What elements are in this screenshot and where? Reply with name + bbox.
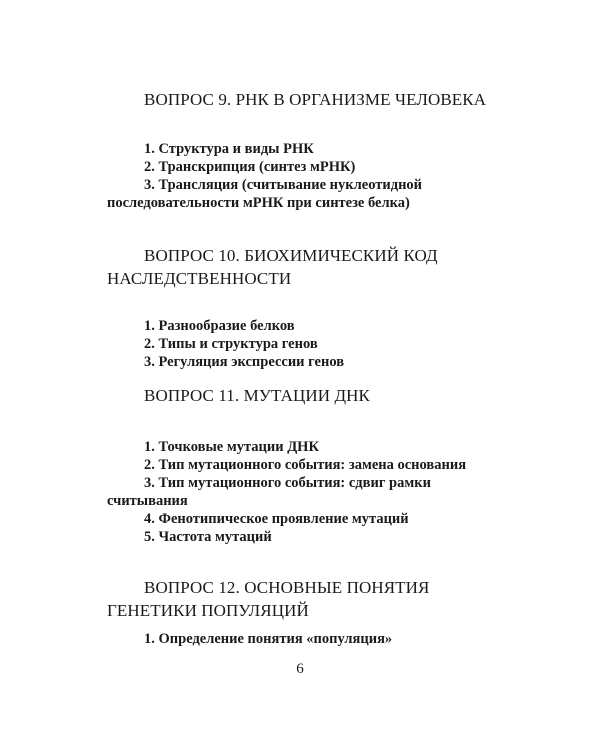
list-item: 2. Тип мутационного события: замена основания	[144, 457, 467, 473]
section-title-10: ВОПРОС 10. БИОХИМИЧЕСКИЙ КОД НАСЛЕДСТВЕННОСТИ	[107, 246, 438, 288]
list-item: 3. Регуляция экспрессии генов	[144, 354, 345, 370]
section-title-12: ВОПРОС 12. ОСНОВНЫЕ ПОНЯТИЯ ГЕНЕТИКИ ПОПУЛЯЦИЙ	[107, 578, 430, 620]
list-item: 4. Фенотипическое проявление мутаций	[144, 511, 409, 527]
section-title-9: ВОПРОС 9. РНК В ОРГАНИЗМЕ ЧЕЛОВЕКА	[144, 90, 487, 109]
list-item: 2. Транскрипция (синтез мРНК)	[144, 159, 356, 175]
list-item: 5. Частота мутаций	[144, 529, 272, 545]
list-item: 3. Тип мутационного события: сдвиг рамки считывания	[107, 475, 431, 509]
list-item: 2. Типы и структура генов	[144, 336, 318, 352]
section-title-11: ВОПРОС 11. МУТАЦИИ ДНК	[144, 386, 370, 405]
list-item: 1. Точковые мутации ДНК	[144, 439, 319, 455]
list-item: 3. Трансляция (считывание нуклеотидной последовательности мРНК при синтезе белка)	[107, 177, 423, 211]
list-item: 1. Разнообразие белков	[144, 318, 295, 334]
list-item: 1. Структура и виды РНК	[144, 141, 314, 157]
page-number: 6	[296, 661, 304, 677]
list-item: 1. Определение понятия «популяция»	[144, 631, 393, 647]
